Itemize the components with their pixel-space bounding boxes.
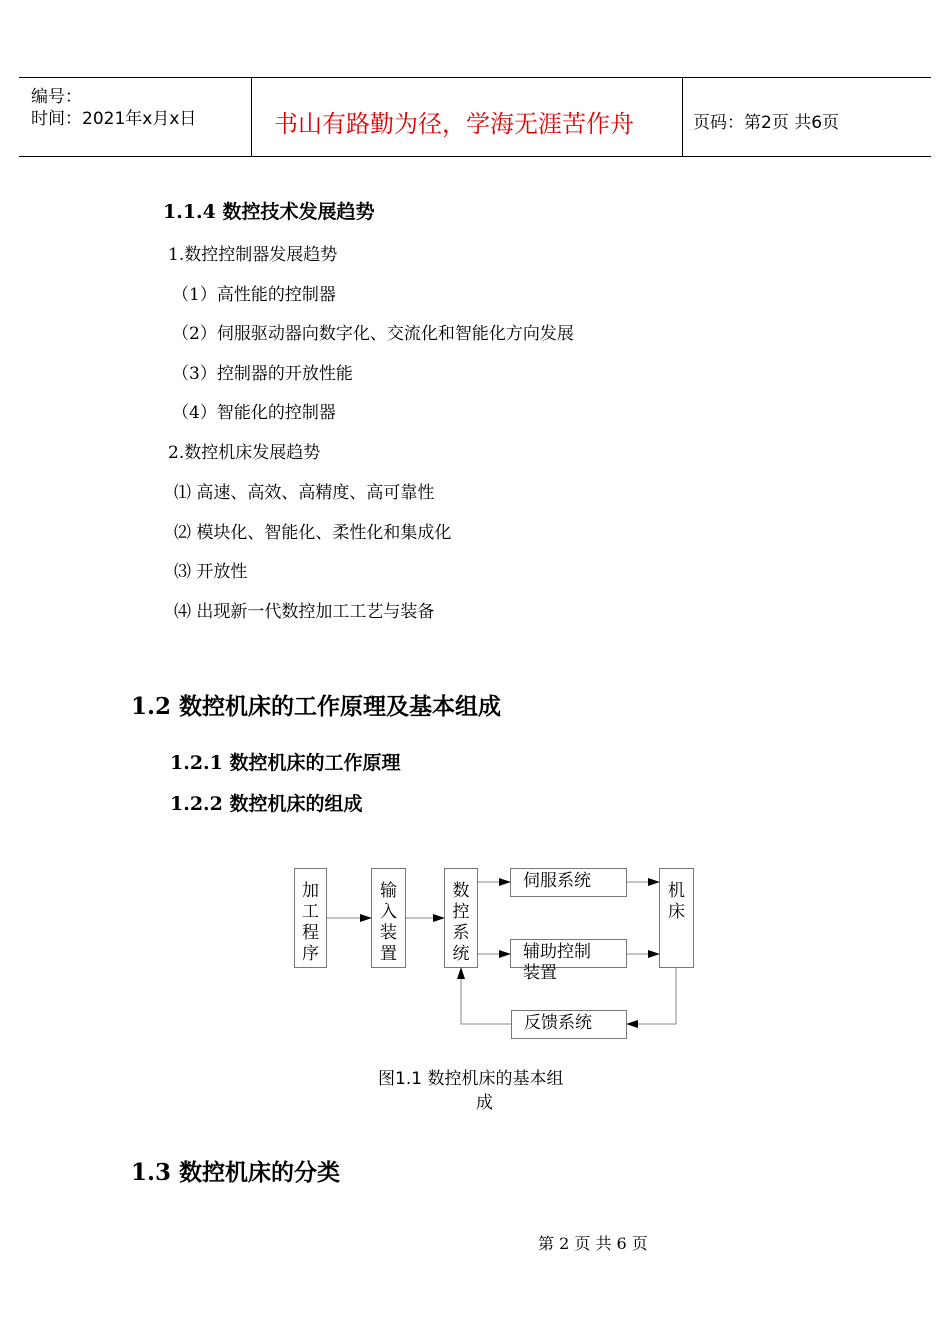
arrow-feedback-to-nc (461, 968, 511, 1024)
diagram-box-aux-control (510, 939, 627, 983)
list-item: ⑷ 出现新一代数控加工工艺与装备 (174, 602, 435, 622)
list-item: （2）伺服驱动器向数字化、交流化和智能化方向发展 (172, 324, 574, 344)
diagram-box-input (371, 868, 406, 968)
diagram-box-program (294, 868, 327, 968)
subsection-title: 2.数控机床发展趋势 (168, 443, 321, 463)
diagram-box-feedback (511, 1010, 627, 1039)
box-label: 伺服系统 (523, 871, 591, 891)
section-title-1-2: 1.2 数控机床的工作原理及基本组成 (131, 693, 502, 720)
figure-caption-line2: 成 (476, 1093, 493, 1113)
arrow-machine-to-feedback (627, 967, 676, 1024)
list-item: ⑶ 开放性 (174, 562, 248, 582)
header-page-label: 页码：第2页 共6页 (693, 113, 840, 133)
list-item: （4）智能化的控制器 (172, 403, 336, 423)
header-time-label: 时间：2021年x月x日 (31, 109, 197, 129)
section-title-1-2-2: 1.2.2 数控机床的组成 (170, 793, 363, 815)
section-title-1-2-1: 1.2.1 数控机床的工作原理 (170, 752, 401, 774)
box-label: 输入装置 (380, 881, 397, 964)
diagram-box-servo (510, 868, 627, 897)
header-number-label: 编号： (31, 87, 82, 107)
page-footer: 第 2 页 共 6 页 (538, 1234, 648, 1253)
box-label: 数控系统 (452, 881, 470, 964)
box-label: 机床 (668, 881, 685, 922)
list-item: ⑴ 高速、高效、高精度、高可靠性 (174, 483, 435, 503)
box-label: 反馈系统 (524, 1013, 592, 1033)
box-label: 辅助控制装置 (523, 942, 591, 983)
subsection-title: 1.数控控制器发展趋势 (168, 245, 338, 265)
list-item: （1）高性能的控制器 (172, 285, 336, 305)
diagram-box-nc-system (444, 868, 478, 968)
list-item: ⑵ 模块化、智能化、柔性化和集成化 (174, 523, 452, 543)
section-title-1-1-4: 1.1.4 数控技术发展趋势 (163, 201, 375, 223)
diagram-box-machine (659, 868, 694, 968)
list-item: （3）控制器的开放性能 (172, 364, 353, 384)
figure-caption-line1: 图1.1 数控机床的基本组 (378, 1069, 564, 1089)
header-motto: 书山有路勤为径，学海无涯苦作舟 (274, 110, 634, 138)
section-title-1-3: 1.3 数控机床的分类 (131, 1159, 341, 1186)
box-label: 加工程序 (302, 881, 319, 964)
